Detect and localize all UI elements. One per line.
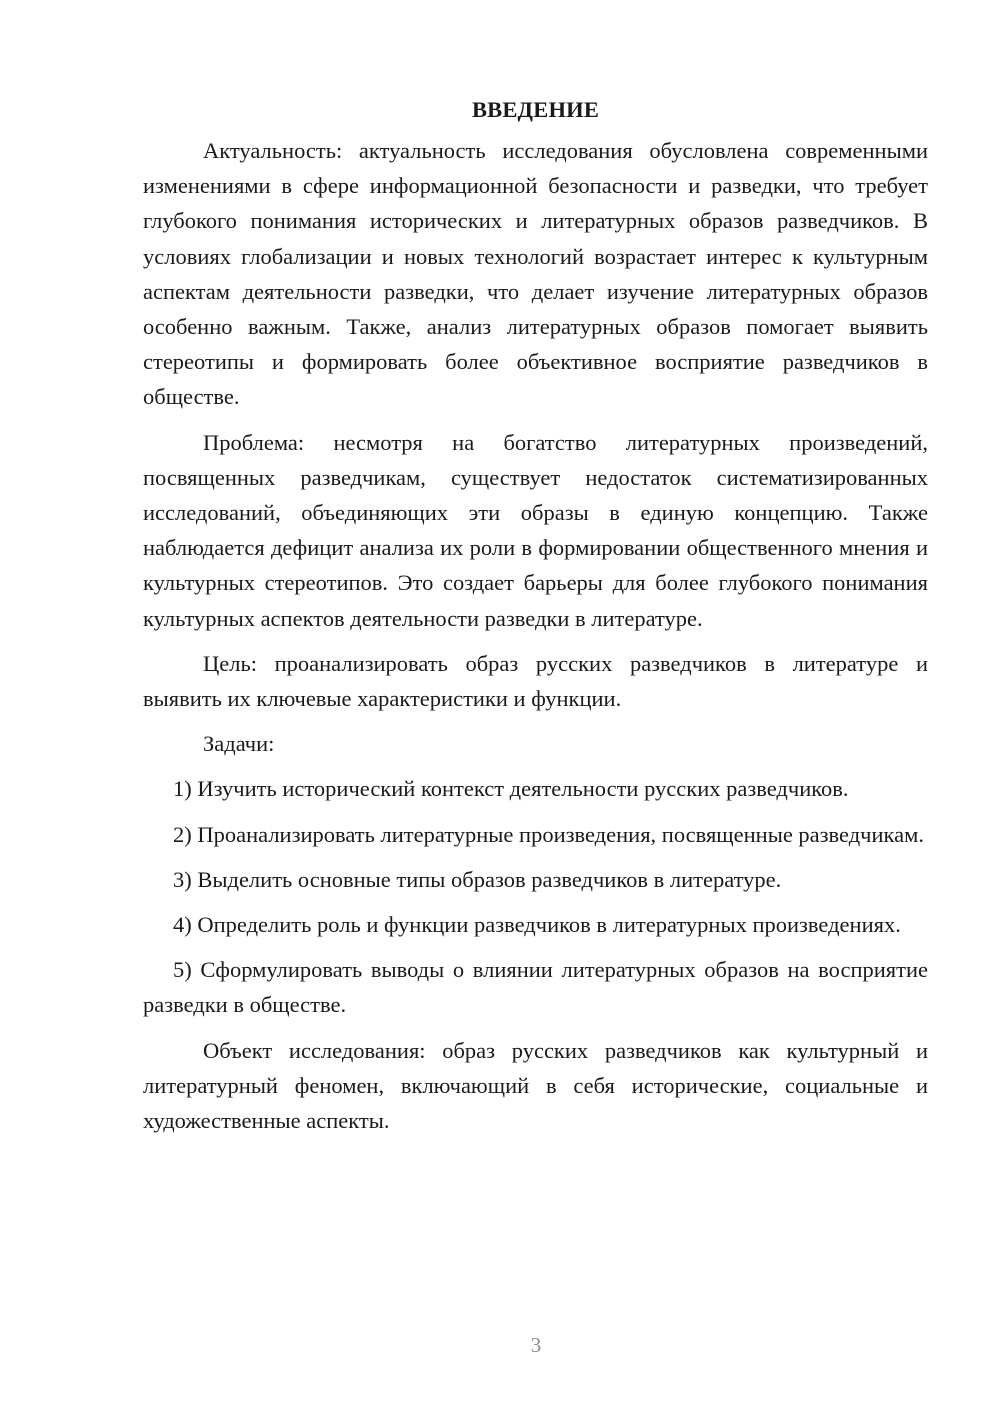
problem-paragraph: Проблема: несмотря на богатство литературных произведений, посвященных разведчикам, существует недостаток систематизированных исследований, объединяющих эти образы в единую концепцию. Также наблюдается дефицит анализа их роли в формировании общественного мнения и культурных стереотипов. Это создает барьеры для более глубокого понимания культурных аспектов деятельности разведки в литературе.: [143, 429, 928, 631]
task-item-1: 1) Изучить исторический контекст деятельности русских разведчиков.: [173, 776, 849, 802]
page-number: 3: [530, 1333, 542, 1357]
object-paragraph: Объект исследования: образ русских разведчиков как культурный и литературный феномен, включающий в себя исторические, социальные и художественные аспекты.: [143, 1037, 928, 1134]
page-content: [143, 92, 928, 1148]
section-title: ВВЕДЕНИЕ: [471, 97, 600, 122]
task-item-4: 4) Определить роль и функции разведчиков в литературных произведениях.: [173, 912, 901, 938]
task-item-5: 5) Сформулировать выводы о влиянии литературных образов на восприятие разведки в обществе.: [143, 957, 928, 1018]
task-item-3: 3) Выделить основные типы образов разведчиков в литературе.: [173, 866, 782, 892]
goal-paragraph: Цель: проанализировать образ русских разведчиков в литературе и выявить их ключевые характеристики и функции.: [143, 650, 928, 712]
tasks-heading: Задачи:: [203, 731, 275, 757]
relevance-paragraph: Актуальность: актуальность исследования обусловлена современными изменениями в сфере информационной безопасности и разведки, что требует глубокого понимания исторических и литературных образов разведчиков. В условиях глобализации и новых технологий возрастает интерес к культурным аспектам деятельности разведки, что делает изучение литературных образов особенно важным. Также, анализ литературных образов помогает выявить стереотипы и формировать более объективное восприятие разведчиков в обществе.: [143, 138, 928, 410]
task-item-2: 2) Проанализировать литературные произведения, посвященные разведчикам.: [173, 821, 924, 847]
